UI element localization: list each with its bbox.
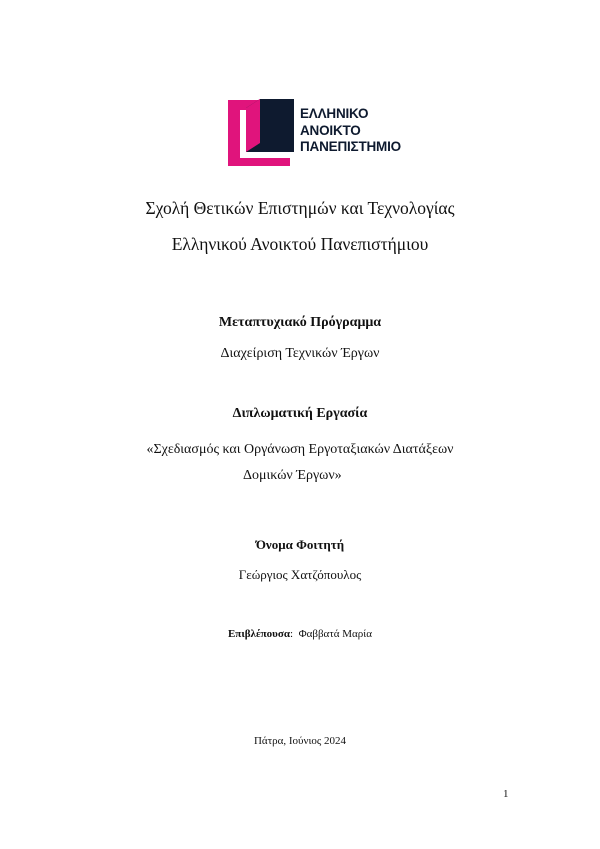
student-name: Γεώργιος Χατζόπουλος: [238, 567, 362, 582]
thesis-heading: Διπλωματική Εργασία: [232, 406, 368, 421]
program-name: Διαχείριση Τεχνικών Έργων: [220, 346, 380, 361]
place-date: Πάτρα, Ιούνιος 2024: [253, 735, 347, 747]
thesis-title-line-2: Δομικών Έργων»: [243, 468, 342, 483]
logo-text-line-3: ΠΑΝΕΠΙΣΤΗΜΙΟ: [300, 139, 401, 154]
student-heading: Όνομα Φοιτητή: [255, 537, 345, 552]
supervisor-name: Φαββατά Μαρία: [298, 628, 373, 640]
program-heading: Μεταπτυχιακό Πρόγραμμα: [218, 315, 382, 330]
supervisor-separator: :: [290, 628, 294, 640]
school-name-line-1: Σχολή Θετικών Επιστημών και Τεχνολογίας: [145, 198, 455, 218]
logo-text-line-1: ΕΛΛΗΝΙΚΟ: [300, 106, 369, 121]
thesis-title-line-1: «Σχεδιασμός και Οργάνωση Εργοταξιακών Διατάξεων: [146, 442, 454, 457]
supervisor-line: [0, 628, 600, 640]
page-number: 1: [503, 788, 509, 800]
university-logo-icon: [226, 96, 298, 168]
university-logo: [226, 96, 416, 168]
school-name-line-2: Ελληνικού Ανοικτού Πανεπιστήμιου: [171, 234, 429, 254]
logo-text-line-2: ΑΝΟΙΚΤΟ: [300, 122, 361, 138]
supervisor-label: Επιβλέπουσα: [227, 628, 290, 640]
